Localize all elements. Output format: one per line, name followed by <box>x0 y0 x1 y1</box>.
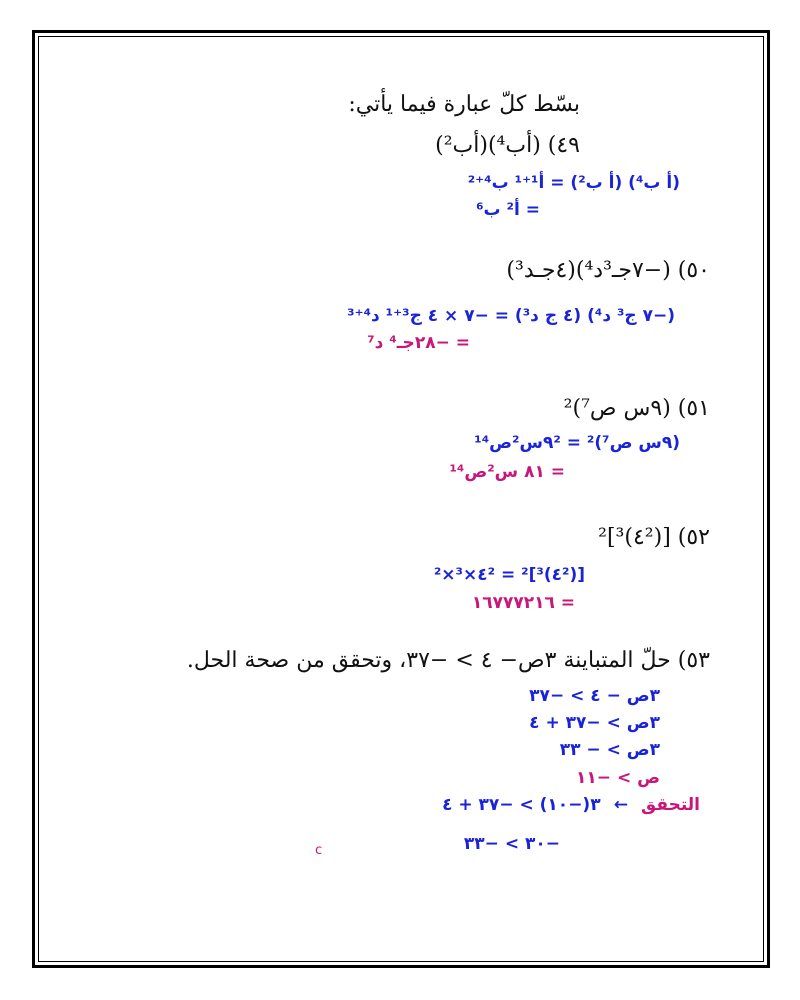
problem-53-step-2: ٣ص > −٣٧ + ٤ <box>529 713 660 733</box>
problem-52-step-1: [(٤²)³]² = ٤²×³×² <box>433 565 585 585</box>
problem-49-question: ٤٩) (أب⁴)(أب²) <box>435 133 580 158</box>
check-expression: ٣(−١٠) > −٣٧ + ٤ <box>442 795 601 815</box>
problem-51-question: ٥١) (٩س ص⁷)² <box>563 396 710 421</box>
problem-52-question: ٥٢) [(٤²)³]² <box>598 525 710 550</box>
check-label: التحقق <box>641 795 700 815</box>
problem-53-check <box>442 795 700 815</box>
problem-53-question: ٥٣) حلّ المتباينة ٣ص− ٤ > −٣٧، وتحقق من صحة الحل. <box>186 648 710 673</box>
problem-51-step-2: = ٨١ س²ص¹⁴ <box>449 462 565 482</box>
arrow-icon: ← <box>613 795 628 815</box>
stray-mark: c <box>315 843 323 858</box>
problem-50-step-1: (−٧ ج³ د⁴) (٤ ج د³) = −٧ × ٤ ج³⁺¹ د⁴⁺³ <box>347 306 675 326</box>
problem-50-step-2: = −٢٨جـ⁴ د⁷ <box>367 333 470 353</box>
problem-53-step-3: ٣ص > − ٣٣ <box>559 740 660 760</box>
problem-51-step-1: (٩س ص⁷)² = ٩²س²ص¹⁴ <box>474 433 680 453</box>
problem-53-check-result: −٣٠ > −٣٣ <box>463 834 560 854</box>
problem-53-step-4: ص > −١١ <box>576 768 660 788</box>
problem-49-step-1: (أ ب⁴) (أ ب²) = أ¹⁺¹ ب⁴⁺² <box>467 173 680 193</box>
problem-53-step-1: ٣ص − ٤ > −٣٧ <box>529 686 660 706</box>
problem-50-question: ٥٠) (−٧جـ³د⁴)(٤جـد³) <box>506 258 710 283</box>
problem-52-step-2: = ١٦٧٧٧٢١٦ <box>471 593 575 613</box>
exercise-heading: بسّط كلّ عبارة فيما يأتي: <box>348 92 580 117</box>
problem-49-step-2: = أ² ب⁶ <box>476 200 540 220</box>
